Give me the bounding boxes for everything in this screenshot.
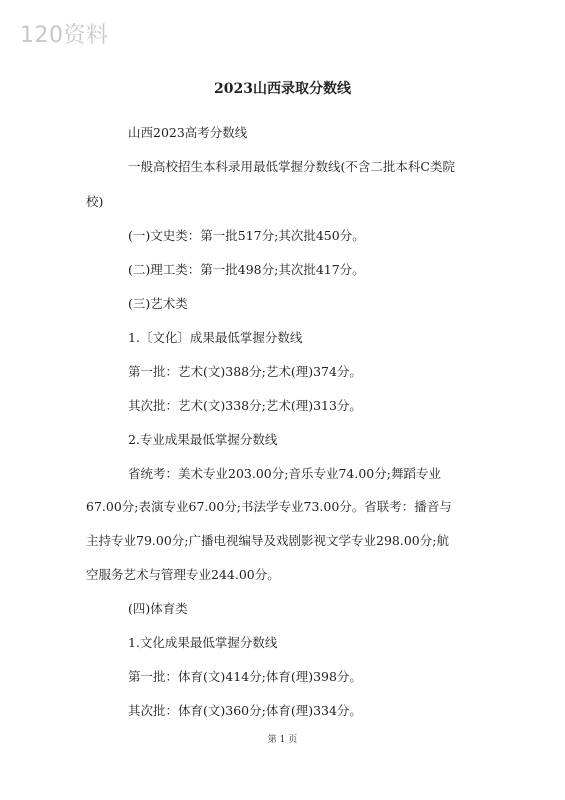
watermark: 120资料 — [20, 23, 109, 48]
text-line: 2.专业成果最低掌握分数线 — [128, 432, 278, 447]
text-line: 省统考：美术专业203.00分;音乐专业74.00分;舞蹈专业 — [128, 466, 441, 481]
text-line: (三)艺术类 — [128, 296, 188, 311]
page-title: 2023山西录取分数线 — [214, 81, 351, 97]
text-line: (一)文史类：第一批517分;其次批450分。 — [128, 228, 365, 243]
text-line: 一般高校招生本科录用最低掌握分数线(不含二批本科C类院 — [128, 159, 455, 174]
text-line: 主持专业79.00分;广播电视编导及戏剧影视文学专业298.00分;航 — [86, 533, 449, 548]
text-line: 空服务艺术与管理专业244.00分。 — [86, 567, 280, 582]
text-line: 其次批：体育(文)360分;体育(理)334分。 — [128, 703, 362, 718]
text-line: 1.文化成果最低掌握分数线 — [128, 635, 278, 650]
text-line: 山西2023高考分数线 — [128, 125, 248, 140]
text-line: 1.〔文化〕成果最低掌握分数线 — [128, 330, 303, 345]
page-number: 第 1 页 — [267, 735, 298, 745]
text-line: 其次批：艺术(文)338分;艺术(理)313分。 — [128, 398, 362, 413]
text-line: 第一批：体育(文)414分;体育(理)398分。 — [128, 669, 362, 684]
text-line: 校) — [86, 194, 104, 209]
text-line: 第一批：艺术(文)388分;艺术(理)374分。 — [128, 364, 362, 379]
text-line: (四)体育类 — [128, 601, 188, 616]
text-line: 67.00分;表演专业67.00分;书法学专业73.00分。省联考：播音与 — [86, 499, 452, 514]
text-line: (二)理工类：第一批498分;其次批417分。 — [128, 262, 365, 277]
